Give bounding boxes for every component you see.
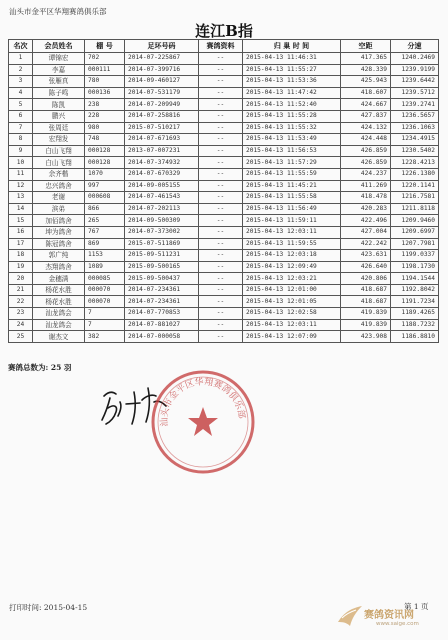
rank-cell: 7	[9, 122, 33, 134]
ring-number-cell: 2014-07-770853	[125, 308, 199, 320]
loft-number-cell: 000070	[85, 296, 125, 308]
arrival-time-cell: 2015-04-13 12:01:05	[243, 296, 341, 308]
red-club-seal	[148, 367, 258, 477]
member-name-cell: 陈凯	[33, 99, 85, 111]
speed-cell: 1240.2469	[391, 53, 439, 65]
ring-number-cell: 2014-07-881027	[125, 319, 199, 331]
loft-number-cell: 866	[85, 203, 125, 215]
arrival-time-cell: 2015-04-13 11:55:27	[243, 64, 341, 76]
table-row	[9, 331, 439, 343]
member-name-cell: 郭广纯	[33, 250, 85, 262]
table-row	[9, 308, 439, 320]
arrival-time-cell: 2015-04-13 11:55:59	[243, 168, 341, 180]
pigeon-info-cell: --	[199, 226, 243, 238]
print-date: 打印时间: 2015-04-15	[9, 603, 88, 612]
page-number: 第 1 页	[404, 602, 429, 611]
ring-number-cell: 2014-07-373002	[125, 226, 199, 238]
pigeon-total: 赛鸽总数为: 25 羽	[8, 363, 72, 372]
arrival-time-cell: 2015-04-13 11:59:55	[243, 238, 341, 250]
member-name-cell: 陈子鸣	[33, 87, 85, 99]
pigeon-info-cell: --	[199, 64, 243, 76]
distance-cell: 420.806	[341, 273, 391, 285]
rank-cell: 11	[9, 168, 33, 180]
member-name-cell: 老谢	[33, 192, 85, 204]
speed-cell: 1188.7232	[391, 319, 439, 331]
distance-cell: 417.365	[341, 53, 391, 65]
member-name-cell: 杰翔鸽舍	[33, 261, 85, 273]
column-header: 空距	[341, 40, 391, 53]
table-row	[9, 238, 439, 250]
loft-number-cell: 7	[85, 319, 125, 331]
ring-number-cell: 2014-07-000058	[125, 331, 199, 343]
pigeon-info-cell: --	[199, 308, 243, 320]
ring-number-cell: 2015-07-510217	[125, 122, 199, 134]
table-row	[9, 122, 439, 134]
pigeon-info-cell: --	[199, 250, 243, 262]
ring-number-cell: 2014-07-531179	[125, 87, 199, 99]
speed-cell: 1194.1544	[391, 273, 439, 285]
rank-cell: 15	[9, 215, 33, 227]
table-row	[9, 284, 439, 296]
speed-cell: 1186.8810	[391, 331, 439, 343]
ring-number-cell: 2014-07-461543	[125, 192, 199, 204]
pigeon-info-cell: --	[199, 273, 243, 285]
loft-number-cell: 1089	[85, 261, 125, 273]
member-name-cell: 滨弟	[33, 203, 85, 215]
svg-text:汕头市金平区华翔赛鸽俱乐部: 汕头市金平区华翔赛鸽俱乐部	[159, 377, 247, 427]
loft-number-cell: 000085	[85, 273, 125, 285]
table-row	[9, 273, 439, 285]
loft-number-cell: 869	[85, 238, 125, 250]
distance-cell: 424.237	[341, 168, 391, 180]
member-name-cell: 杨花水胜	[33, 296, 85, 308]
rank-cell: 8	[9, 134, 33, 146]
speed-cell: 1209.6997	[391, 226, 439, 238]
arrival-time-cell: 2015-04-13 11:53:36	[243, 76, 341, 88]
loft-number-cell: 000608	[85, 192, 125, 204]
ring-number-cell: 2015-09-500165	[125, 261, 199, 273]
speed-cell: 1236.1063	[391, 122, 439, 134]
table-row	[9, 53, 439, 65]
table-row	[9, 296, 439, 308]
table-row	[9, 226, 439, 238]
rank-cell: 20	[9, 273, 33, 285]
ring-number-cell: 2014-09-460127	[125, 76, 199, 88]
member-name-cell: 宏翔发	[33, 134, 85, 146]
member-name-cell: 李嘉	[33, 64, 85, 76]
speed-cell: 1216.7581	[391, 192, 439, 204]
table-body	[9, 53, 439, 343]
column-header: 会员姓名	[33, 40, 85, 53]
distance-cell: 427.837	[341, 110, 391, 122]
loft-number-cell: 000128	[85, 157, 125, 169]
ring-number-cell: 2014-07-202113	[125, 203, 199, 215]
rank-cell: 6	[9, 110, 33, 122]
table-row	[9, 215, 439, 227]
distance-cell: 422.242	[341, 238, 391, 250]
rank-cell: 17	[9, 238, 33, 250]
table-row	[9, 180, 439, 192]
pigeon-info-cell: --	[199, 110, 243, 122]
speed-cell: 1234.4915	[391, 134, 439, 146]
loft-number-cell: 000070	[85, 284, 125, 296]
distance-cell: 424.448	[341, 134, 391, 146]
speed-cell: 1236.5657	[391, 110, 439, 122]
table-row	[9, 87, 439, 99]
loft-number-cell: 1153	[85, 250, 125, 262]
loft-number-cell: 7	[85, 308, 125, 320]
watermark-logo-icon	[336, 604, 364, 628]
arrival-time-cell: 2015-04-13 12:02:58	[243, 308, 341, 320]
loft-number-cell: 767	[85, 226, 125, 238]
table-row	[9, 110, 439, 122]
speed-cell: 1199.0337	[391, 250, 439, 262]
loft-number-cell: 000111	[85, 64, 125, 76]
ring-number-cell: 2014-07-258816	[125, 110, 199, 122]
watermark-text: 赛鸽资讯网	[364, 610, 414, 621]
member-name-cell: 金穗满	[33, 273, 85, 285]
rank-cell: 22	[9, 296, 33, 308]
speed-cell: 1207.7981	[391, 238, 439, 250]
rank-cell: 4	[9, 87, 33, 99]
pigeon-info-cell: --	[199, 319, 243, 331]
arrival-time-cell: 2015-04-13 11:57:29	[243, 157, 341, 169]
table-row	[9, 192, 439, 204]
rank-cell: 3	[9, 76, 33, 88]
column-header: 棚 号	[85, 40, 125, 53]
arrival-time-cell: 2015-04-13 11:52:40	[243, 99, 341, 111]
arrival-time-cell: 2015-04-13 11:56:49	[243, 203, 341, 215]
table-row	[9, 168, 439, 180]
loft-number-cell: 702	[85, 53, 125, 65]
distance-cell: 426.640	[341, 261, 391, 273]
table-row	[9, 250, 439, 262]
arrival-time-cell: 2015-04-13 11:55:58	[243, 192, 341, 204]
speed-cell: 1239.2741	[391, 99, 439, 111]
pigeon-info-cell: --	[199, 238, 243, 250]
table-row	[9, 99, 439, 111]
speed-cell: 1198.1730	[391, 261, 439, 273]
rank-cell: 18	[9, 250, 33, 262]
speed-cell: 1226.1380	[391, 168, 439, 180]
speed-cell: 1220.1141	[391, 180, 439, 192]
ring-number-cell: 2013-07-007231	[125, 145, 199, 157]
distance-cell: 423.908	[341, 331, 391, 343]
member-name-cell: 杨花水胜	[33, 284, 85, 296]
table-row	[9, 157, 439, 169]
rank-cell: 13	[9, 192, 33, 204]
pigeon-info-cell: --	[199, 331, 243, 343]
loft-number-cell: 000136	[85, 87, 125, 99]
ring-number-cell: 2014-09-005155	[125, 180, 199, 192]
rank-cell: 1	[9, 53, 33, 65]
member-name-cell: 加佰鸽舍	[33, 215, 85, 227]
ring-number-cell: 2015-09-511231	[125, 250, 199, 262]
distance-cell: 427.004	[341, 226, 391, 238]
column-header: 分速	[391, 40, 439, 53]
rank-cell: 24	[9, 319, 33, 331]
distance-cell: 419.839	[341, 308, 391, 320]
distance-cell: 418.687	[341, 284, 391, 296]
watermark-url: www.saige.com	[376, 621, 419, 627]
speed-cell: 1189.4265	[391, 308, 439, 320]
ring-number-cell: 2015-07-511869	[125, 238, 199, 250]
member-name-cell: 白山飞翔	[33, 145, 85, 157]
table-header-row	[9, 40, 439, 53]
rank-cell: 16	[9, 226, 33, 238]
pigeon-info-cell: --	[199, 53, 243, 65]
column-header: 足环号码	[125, 40, 199, 53]
table-row	[9, 76, 439, 88]
pigeon-info-cell: --	[199, 76, 243, 88]
table-row	[9, 261, 439, 273]
member-name-cell: 谢杰文	[33, 331, 85, 343]
distance-cell: 424.132	[341, 122, 391, 134]
rank-cell: 12	[9, 180, 33, 192]
results-table	[8, 39, 439, 343]
distance-cell: 426.859	[341, 157, 391, 169]
member-name-cell: 忠兴鸽舍	[33, 180, 85, 192]
member-name-cell: 坤为鸽舍	[33, 226, 85, 238]
arrival-time-cell: 2015-04-13 11:55:28	[243, 110, 341, 122]
distance-cell: 420.283	[341, 203, 391, 215]
ring-number-cell: 2014-07-234361	[125, 296, 199, 308]
ring-number-cell: 2014-09-500309	[125, 215, 199, 227]
speed-cell: 1239.5712	[391, 87, 439, 99]
table-row	[9, 134, 439, 146]
distance-cell: 419.839	[341, 319, 391, 331]
distance-cell: 422.496	[341, 215, 391, 227]
pigeon-info-cell: --	[199, 99, 243, 111]
rank-cell: 21	[9, 284, 33, 296]
pigeon-info-cell: --	[199, 192, 243, 204]
rank-cell: 9	[9, 145, 33, 157]
ring-number-cell: 2014-07-671693	[125, 134, 199, 146]
column-header: 归 巢 时 间	[243, 40, 341, 53]
rank-cell: 19	[9, 261, 33, 273]
loft-number-cell: 1070	[85, 168, 125, 180]
speed-cell: 1191.7234	[391, 296, 439, 308]
member-name-cell: 余齐楷	[33, 168, 85, 180]
arrival-time-cell: 2015-04-13 12:03:11	[243, 226, 341, 238]
member-name-cell: 汕龙鸽会	[33, 308, 85, 320]
page-title: 连江B指	[195, 22, 253, 40]
arrival-time-cell: 2015-04-13 12:07:09	[243, 331, 341, 343]
member-name-cell: 汕龙鸽会	[33, 319, 85, 331]
arrival-time-cell: 2015-04-13 11:47:42	[243, 87, 341, 99]
distance-cell: 425.943	[341, 76, 391, 88]
speed-cell: 1230.5402	[391, 145, 439, 157]
pigeon-info-cell: --	[199, 157, 243, 169]
pigeon-info-cell: --	[199, 261, 243, 273]
member-name-cell: 谭锦宏	[33, 53, 85, 65]
rank-cell: 25	[9, 331, 33, 343]
rank-cell: 2	[9, 64, 33, 76]
column-header: 名次	[9, 40, 33, 53]
speed-cell: 1192.8042	[391, 284, 439, 296]
arrival-time-cell: 2015-04-13 11:56:53	[243, 145, 341, 157]
arrival-time-cell: 2015-04-13 12:03:21	[243, 273, 341, 285]
pigeon-info-cell: --	[199, 203, 243, 215]
loft-number-cell: 997	[85, 180, 125, 192]
pigeon-info-cell: --	[199, 284, 243, 296]
loft-number-cell: 382	[85, 331, 125, 343]
table-row	[9, 145, 439, 157]
ring-number-cell: 2014-07-374932	[125, 157, 199, 169]
arrival-time-cell: 2015-04-13 11:59:11	[243, 215, 341, 227]
member-name-cell: 陈冠鸽舍	[33, 238, 85, 250]
ring-number-cell: 2014-07-225867	[125, 53, 199, 65]
member-name-cell: 张周廷	[33, 122, 85, 134]
loft-number-cell: 780	[85, 76, 125, 88]
arrival-time-cell: 2015-04-13 11:53:49	[243, 134, 341, 146]
rank-cell: 14	[9, 203, 33, 215]
speed-cell: 1211.8118	[391, 203, 439, 215]
club-name: 汕头市金平区华翔赛鸽俱乐部	[9, 7, 107, 16]
loft-number-cell: 980	[85, 122, 125, 134]
speed-cell: 1239.6442	[391, 76, 439, 88]
column-header: 赛鸽资料	[199, 40, 243, 53]
distance-cell: 423.631	[341, 250, 391, 262]
table-row	[9, 64, 439, 76]
pigeon-info-cell: --	[199, 180, 243, 192]
member-name-cell: 白山飞翔	[33, 157, 85, 169]
rank-cell: 10	[9, 157, 33, 169]
arrival-time-cell: 2015-04-13 11:55:32	[243, 122, 341, 134]
table-row	[9, 203, 439, 215]
speed-cell: 1228.4213	[391, 157, 439, 169]
arrival-time-cell: 2015-04-13 12:03:18	[243, 250, 341, 262]
arrival-time-cell: 2015-04-13 12:01:00	[243, 284, 341, 296]
distance-cell: 424.667	[341, 99, 391, 111]
loft-number-cell: 748	[85, 134, 125, 146]
pigeon-info-cell: --	[199, 145, 243, 157]
loft-number-cell: 228	[85, 110, 125, 122]
pigeon-info-cell: --	[199, 296, 243, 308]
distance-cell: 418.478	[341, 192, 391, 204]
arrival-time-cell: 2015-04-13 11:46:31	[243, 53, 341, 65]
distance-cell: 418.607	[341, 87, 391, 99]
loft-number-cell: 265	[85, 215, 125, 227]
pigeon-info-cell: --	[199, 87, 243, 99]
rank-cell: 23	[9, 308, 33, 320]
member-name-cell: 张雁真	[33, 76, 85, 88]
distance-cell: 418.687	[341, 296, 391, 308]
ring-number-cell: 2014-07-670329	[125, 168, 199, 180]
pigeon-info-cell: --	[199, 122, 243, 134]
ring-number-cell: 2014-07-209949	[125, 99, 199, 111]
speed-cell: 1209.9460	[391, 215, 439, 227]
table-row	[9, 319, 439, 331]
distance-cell: 426.859	[341, 145, 391, 157]
pigeon-info-cell: --	[199, 215, 243, 227]
arrival-time-cell: 2015-04-13 11:45:21	[243, 180, 341, 192]
rank-cell: 5	[9, 99, 33, 111]
ring-number-cell: 2015-09-500437	[125, 273, 199, 285]
ring-number-cell: 2014-07-399716	[125, 64, 199, 76]
distance-cell: 411.269	[341, 180, 391, 192]
pigeon-info-cell: --	[199, 134, 243, 146]
loft-number-cell: 000128	[85, 145, 125, 157]
member-name-cell: 鹏兴	[33, 110, 85, 122]
loft-number-cell: 238	[85, 99, 125, 111]
pigeon-info-cell: --	[199, 168, 243, 180]
distance-cell: 428.339	[341, 64, 391, 76]
arrival-time-cell: 2015-04-13 12:03:11	[243, 319, 341, 331]
arrival-time-cell: 2015-04-13 12:09:49	[243, 261, 341, 273]
speed-cell: 1239.9199	[391, 64, 439, 76]
ring-number-cell: 2014-07-234361	[125, 284, 199, 296]
